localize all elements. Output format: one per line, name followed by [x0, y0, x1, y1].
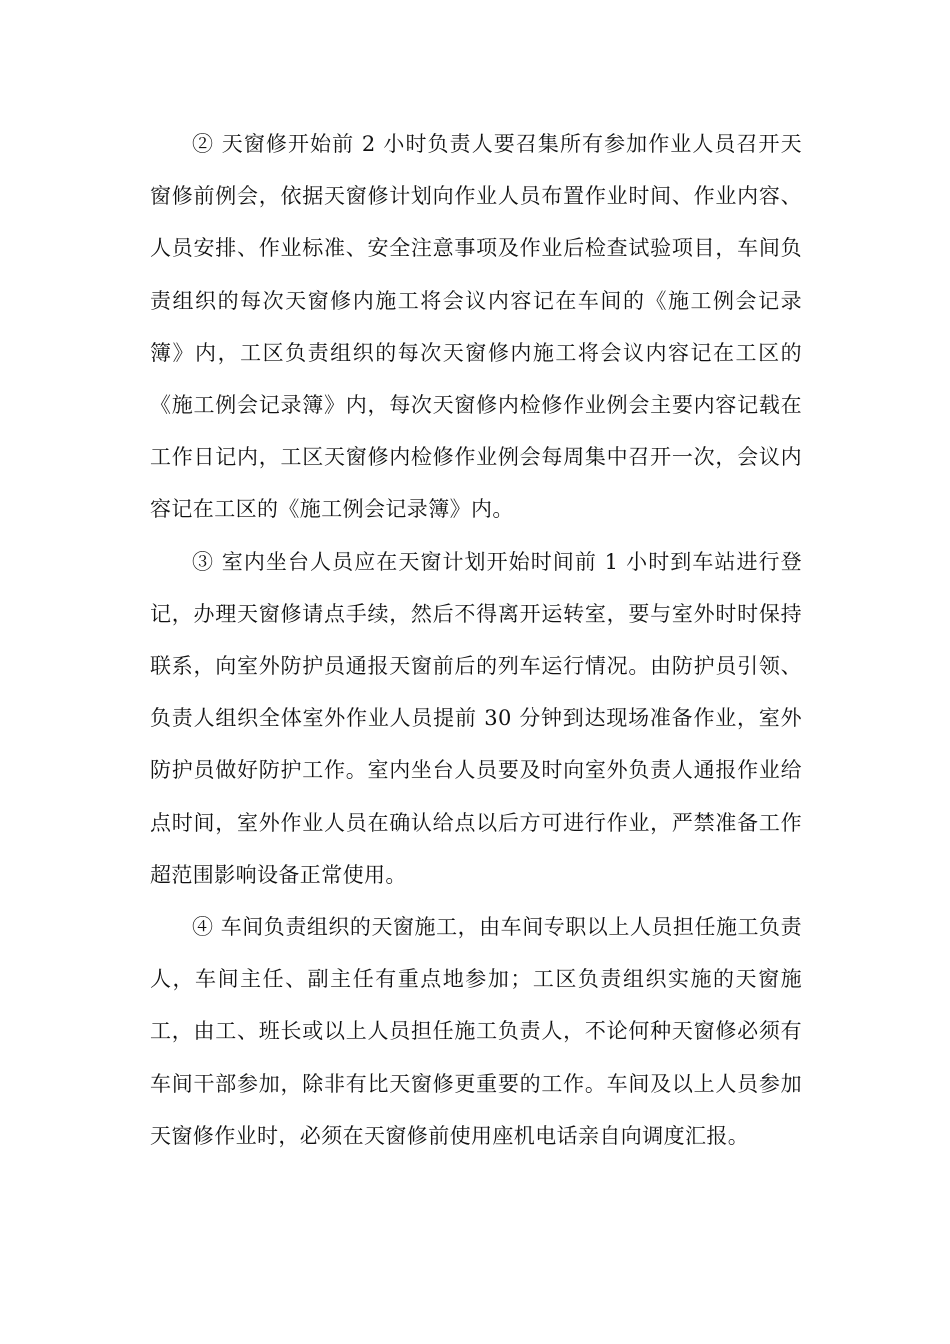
paragraph-item-4: ④ 车间负责组织的天窗施工，由车间专职以上人员担任施工负责人，车间主任、副主任有重点地参加；工区负责组织实施的天窗施工，由工、班长或以上人员担任施工负责人，不论何种天窗修必须有车间干部参加，除非有比天窗修更重要的工作。车间及以上人员参加天窗修作业时，必须在天窗修前使用座机电话亲自向调度汇报。	[150, 915, 802, 1148]
paragraph-item-3: ③ 室内坐台人员应在天窗计划开始时间前 1 小时到车站进行登记，办理天窗修请点手续，然后不得离开运转室，要与室外时时保持联系，向室外防护员通报天窗前后的列车运行情况。由防护员引领、负责人组织全体室外作业人员提前 30 分钟到达现场准备作业，室外防护员做好防护工作。室内坐台人员要及时向室外负责人通报作业给点时间，室外作业人员在确认给点以后方可进行作业，严禁准备工作超范围影响设备正常使用。	[150, 549, 802, 887]
document-body	[150, 118, 802, 1162]
paragraph-item-2: ② 天窗修开始前 2 小时负责人要召集所有参加作业人员召开天窗修前例会，依据天窗修计划向作业人员布置作业时间、作业内容、人员安排、作业标准、安全注意事项及作业后检查试验项目，车间负责组织的每次天窗修内施工将会议内容记在车间的《施工例会记录簿》内，工区负责组织的每次天窗修内施工将会议内容记在工区的《施工例会记录簿》内，每次天窗修内检修作业例会主要内容记载在工作日记内，工区天窗修内检修作业例会每周集中召开一次，会议内容记在工区的《施工例会记录簿》内。	[150, 132, 802, 522]
